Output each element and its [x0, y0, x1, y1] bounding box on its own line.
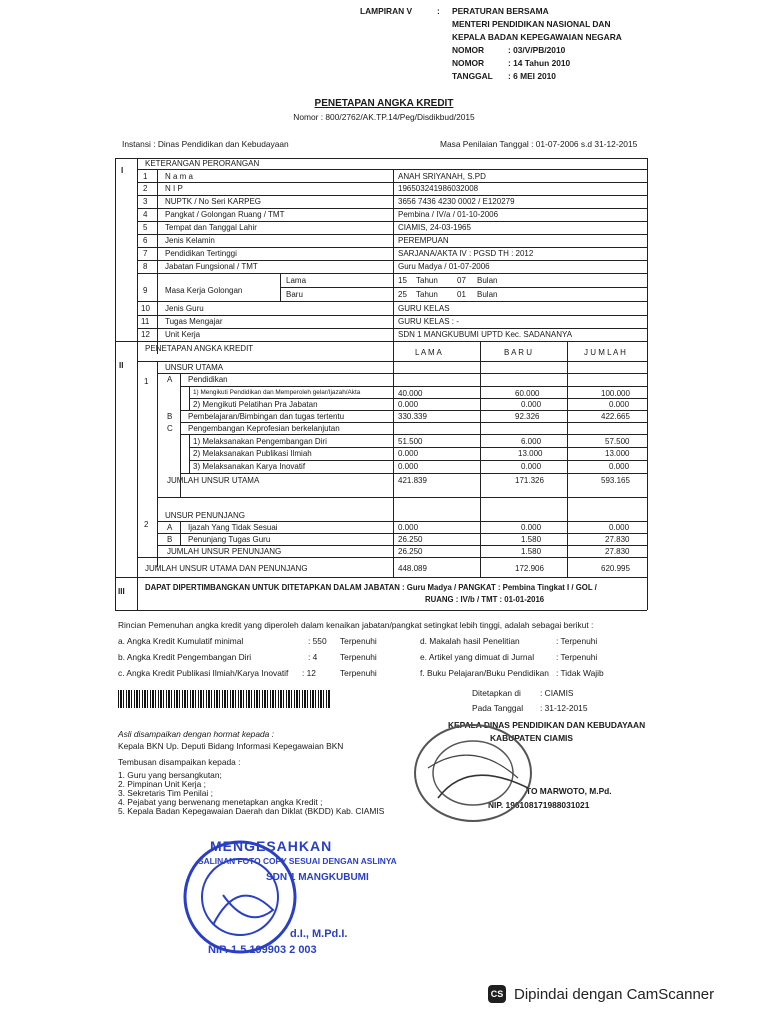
jabatan-kepala: KEPALA DINAS PENDIDIKAN DAN KEBUDAYAAN: [448, 720, 646, 730]
row1-label: N a m a: [165, 172, 194, 181]
pend2-baru: 0.000: [521, 400, 542, 409]
row5-label: Tempat dan Tanggal Lahir: [165, 223, 257, 232]
section3-line2: RUANG : IV/b / TMT : 01-01-2016: [425, 595, 545, 604]
camscanner-watermark: [488, 985, 714, 1003]
lampiran-colon: :: [437, 6, 440, 16]
row10-no: 10: [141, 304, 150, 313]
tembusan-item-3: 3. Sekretaris Tim Penilai ;: [118, 788, 213, 798]
row8-value: Guru Madya / 01-07-2006: [398, 262, 490, 271]
pembelajaran-lama: 330.339: [398, 412, 427, 421]
row11-value: GURU KELAS : -: [398, 317, 459, 326]
col-jumlah: J U M L A H: [584, 348, 626, 357]
nomor1-value: : 03/V/PB/2010: [508, 45, 566, 55]
rincian-b-status: Terpenuhi: [340, 652, 377, 662]
unsur-utama-no: 1: [144, 377, 149, 386]
pen-b-jumlah: 27.830: [605, 535, 630, 544]
tembusan-item-4: 4. Pejabat yang berwenang menetapkan angka Kredit ;: [118, 797, 323, 807]
tembusan-item-1: 1. Guru yang bersangkutan;: [118, 770, 222, 780]
jumlah-total-baru: 172.906: [515, 564, 544, 573]
instansi: Instansi : Dinas Pendidikan dan Kebudayaan: [122, 139, 289, 149]
pend2-jumlah: 0.000: [609, 400, 630, 409]
pengembangan-title: Pengembangan Keprofesian berkelanjutan: [188, 424, 340, 433]
tembusan-item-2: 2. Pimpinan Unit Kerja ;: [118, 779, 206, 789]
row4-value: Pembina / IV/a / 01-10-2006: [398, 210, 499, 219]
asli-kepada: Kepala BKN Up. Deputi Bidang Informasi Kepegawaian BKN: [118, 741, 344, 751]
section3-roman: III: [118, 587, 125, 596]
baru-tahun: 25: [398, 290, 407, 299]
lama-tahun: 15: [398, 276, 407, 285]
jumlah-utama-baru: 171.326: [515, 476, 544, 485]
jumlah-penunjang-label: JUMLAH UNSUR PENUNJANG: [167, 547, 282, 556]
lama-label: Lama: [286, 276, 307, 285]
row6-no: 6: [143, 236, 148, 245]
row9-no: 9: [143, 286, 148, 295]
header-line2: MENTERI PENDIDIKAN NASIONAL DAN: [452, 19, 611, 29]
row10-value: GURU KELAS: [398, 304, 450, 313]
pada-tanggal-value: : 31-12-2015: [540, 703, 588, 713]
section1-title: KETERANGAN PERORANGAN: [145, 159, 260, 168]
row5-no: 5: [143, 223, 148, 232]
lama-bulan: 07: [457, 276, 466, 285]
unsur-utama-title: UNSUR UTAMA: [165, 363, 224, 372]
pkb3-jumlah: 0.000: [609, 462, 630, 471]
jumlah-penunjang-baru: 1.580: [521, 547, 542, 556]
pen-a-letter: A: [167, 523, 173, 532]
pend1-baru: 60.000: [515, 389, 540, 398]
col-lama: L A M A: [415, 348, 442, 357]
baru-label: Baru: [286, 290, 303, 299]
row4-label: Pangkat / Golongan Ruang / TMT: [165, 210, 285, 219]
pen-b-label: Penunjang Tugas Guru: [188, 535, 271, 544]
baru-tahun-label: Tahun: [416, 290, 438, 299]
nomor2-label: NOMOR: [452, 58, 485, 68]
dinas-stamp-icon: [408, 718, 538, 828]
baru-bulan-label: Bulan: [477, 290, 498, 299]
rincian-title: Rincian Pemenuhan angka kredit yang diperoleh dalam kenaikan jabatan/pangkat setingkat lebih tinggi, adalah sebagai berikut :: [118, 620, 594, 630]
jumlah-total-lama: 448.089: [398, 564, 427, 573]
rincian-a-value: : 550: [308, 636, 327, 646]
jumlah-utama-jumlah: 593.165: [601, 476, 630, 485]
row2-value: 196503241986032008: [398, 184, 479, 193]
pkb2-label: 2) Melaksanakan Publikasi Ilmiah: [193, 449, 312, 458]
masa-penilaian: Masa Penilaian Tanggal : 01-07-2006 s.d 31-12-2015: [440, 139, 638, 149]
rincian-a-label: a. Angka Kredit Kumulatif minimal: [118, 636, 244, 646]
rincian-f-status: : Tidak Wajib: [556, 668, 604, 678]
row2-label: N I P: [165, 184, 183, 193]
pend1-lama: 40.000: [398, 389, 423, 398]
pend1-jumlah: 100.000: [601, 389, 630, 398]
row9-label: Masa Kerja Golongan: [165, 286, 243, 295]
baru-bulan: 01: [457, 290, 466, 299]
row11-no: 11: [141, 317, 150, 326]
rincian-b-label: b. Angka Kredit Pengembangan Diri: [118, 652, 252, 662]
legalisir-school: SDN 1 MANGKUBUMI: [266, 872, 369, 883]
pada-tanggal-label: Pada Tanggal: [472, 703, 524, 713]
tembusan-item-5: 5. Kepala Badan Kepegawaian Daerah dan Diklat (BKDD) Kab. CIAMIS: [118, 806, 385, 816]
legalisir-subtitle: SALINAN FOTO COPY SESUAI DENGAN ASLINYA: [198, 856, 397, 866]
jumlah-total-label: JUMLAH UNSUR UTAMA DAN PENUNJANG: [145, 564, 308, 573]
row8-no: 8: [143, 262, 148, 271]
section2-title: PENETAPAN ANGKA KREDIT: [145, 344, 254, 353]
pembelajaran-baru: 92.326: [515, 412, 540, 421]
nomor2-value: : 14 Tahun 2010: [508, 58, 571, 68]
pen-b-baru: 1.580: [521, 535, 542, 544]
pendidikan-title: Pendidikan: [188, 375, 228, 384]
jumlah-penunjang-jumlah: 27.830: [605, 547, 630, 556]
row12-no: 12: [141, 330, 150, 339]
pkb2-baru: 13.000: [518, 449, 543, 458]
barcode: [118, 690, 330, 708]
row5-value: CIAMIS, 24-03-1965: [398, 223, 471, 232]
unsur-penunjang-no: 2: [144, 520, 149, 529]
ditetapkan-di-value: : CIAMIS: [540, 688, 574, 698]
pkb1-lama: 51.500: [398, 437, 423, 446]
rincian-e-status: : Terpenuhi: [556, 652, 598, 662]
pen-a-baru: 0.000: [521, 523, 542, 532]
pend2-lama: 0.000: [398, 400, 419, 409]
row2-no: 2: [143, 184, 148, 193]
jabatan-kabupaten: KABUPATEN CIAMIS: [490, 733, 573, 743]
a-letter: A: [167, 375, 173, 384]
ditetapkan-di-label: Ditetapkan di: [472, 688, 521, 698]
camscanner-text: Dipindai dengan CamScanner: [514, 985, 715, 1003]
jumlah-utama-lama: 421.839: [398, 476, 427, 485]
rincian-c-status: Terpenuhi: [340, 668, 377, 678]
pen-a-label: Ijazah Yang Tidak Sesuai: [188, 523, 278, 532]
row1-value: ANAH SRIYANAH, S.PD: [398, 172, 486, 181]
row11-label: Tugas Mengajar: [165, 317, 223, 326]
lampiran-label: LAMPIRAN V: [360, 6, 413, 16]
rincian-c-value: : 12: [302, 668, 316, 678]
pkb1-baru: 6.000: [521, 437, 542, 446]
rincian-e-label: e. Artikel yang dimuat di Jurnal: [420, 652, 535, 662]
camscanner-logo-icon: CS: [488, 985, 506, 1003]
pkb3-lama: 0.000: [398, 462, 419, 471]
legalisir-nip: NIP. 1 5 199903 2 003: [208, 944, 317, 956]
legalisir-name: d.I., M.Pd.I.: [290, 928, 348, 940]
pend2-label: 2) Mengikuti Pelatihan Pra Jabatan: [193, 400, 318, 409]
pkb1-jumlah: 57.500: [605, 437, 630, 446]
tembusan-title: Tembusan disampaikan kepada :: [118, 757, 241, 767]
document-number: Nomor : 800/2762/AK.TP.14/Peg/Disdikbud/2015: [293, 112, 475, 122]
row6-label: Jenis Kelamin: [165, 236, 215, 245]
row12-value: SDN 1 MANGKUBUMI UPTD Kec. SADANANYA: [398, 330, 573, 339]
jumlah-total-jumlah: 620.995: [601, 564, 630, 573]
header-line3: KEPALA BADAN KEPEGAWAIAN NEGARA: [452, 32, 622, 42]
pembelajaran-label: Pembelajaran/Bimbingan dan tugas tertentu: [188, 412, 345, 421]
section3-line1: DAPAT DIPERTIMBANGKAN UNTUK DITETAPKAN DALAM JABATAN : Guru Madya / PANGKAT : Pembina Tingkat I / GOL /: [145, 583, 597, 592]
row3-value: 3656 7436 4230 0002 / E120279: [398, 197, 515, 206]
rincian-b-value: : 4: [308, 652, 318, 662]
tanggal-label: TANGGAL: [452, 71, 493, 81]
jumlah-penunjang-lama: 26.250: [398, 547, 423, 556]
row7-label: Pendidikan Tertinggi: [165, 249, 237, 258]
nomor1-label: NOMOR: [452, 45, 485, 55]
kepala-nama: TO MARWOTO, M.Pd.: [526, 786, 612, 796]
asli-disampaikan: Asli disampaikan dengan hormat kepada :: [118, 729, 274, 739]
rincian-f-label: f. Buku Pelajaran/Buku Pendidikan: [420, 668, 549, 678]
header-line1: PERATURAN BERSAMA: [452, 6, 549, 16]
unsur-penunjang-title: UNSUR PENUNJANG: [165, 511, 246, 520]
section2-roman: II: [119, 361, 124, 370]
row7-value: SARJANA/AKTA IV : PGSD TH : 2012: [398, 249, 534, 258]
pkb1-label: 1) Melaksanakan Pengembangan Diri: [193, 437, 327, 446]
row1-no: 1: [143, 172, 148, 181]
pembelajaran-jumlah: 422.665: [601, 412, 630, 421]
pen-b-letter: B: [167, 535, 173, 544]
jumlah-utama-label: JUMLAH UNSUR UTAMA: [167, 476, 260, 485]
pen-a-jumlah: 0.000: [609, 523, 630, 532]
rincian-d-label: d. Makalah hasil Penelitian: [420, 636, 520, 646]
pend1-label: 1) Mengikuti Pendidikan dan Memperoleh gelar/Ijazah/Akta: [193, 389, 361, 396]
document-title: PENETAPAN ANGKA KREDIT: [314, 98, 454, 109]
rincian-d-status: : Terpenuhi: [556, 636, 598, 646]
pkb2-jumlah: 13.000: [605, 449, 630, 458]
row8-label: Jabatan Fungsional / TMT: [165, 262, 258, 271]
row6-value: PEREMPUAN: [398, 236, 449, 245]
pkb2-lama: 0.000: [398, 449, 419, 458]
row3-no: 3: [143, 197, 148, 206]
b-letter: B: [167, 412, 173, 421]
col-baru: B A R U: [504, 348, 533, 357]
row4-no: 4: [143, 210, 148, 219]
row7-no: 7: [143, 249, 148, 258]
angka-kredit-table: [115, 158, 647, 610]
pkb3-label: 3) Melaksanakan Karya Inovatif: [193, 462, 306, 471]
row12-label: Unit Kerja: [165, 330, 201, 339]
section1-roman: I: [121, 166, 124, 175]
pkb3-baru: 0.000: [521, 462, 542, 471]
rincian-c-label: c. Angka Kredit Publikasi Ilmiah/Karya Inovatif: [118, 668, 289, 678]
pen-b-lama: 26.250: [398, 535, 423, 544]
lama-tahun-label: Tahun: [416, 276, 438, 285]
tanggal-value: : 6 MEI 2010: [508, 71, 556, 81]
legalisir-title: MENGESAHKAN: [210, 838, 333, 854]
rincian-a-status: Terpenuhi: [340, 636, 377, 646]
row10-label: Jenis Guru: [165, 304, 204, 313]
lama-bulan-label: Bulan: [477, 276, 498, 285]
row3-label: NUPTK / No Seri KARPEG: [165, 197, 262, 206]
pen-a-lama: 0.000: [398, 523, 419, 532]
c-letter: C: [167, 424, 173, 433]
kepala-nip: NIP. 196108171988031021: [488, 800, 590, 810]
